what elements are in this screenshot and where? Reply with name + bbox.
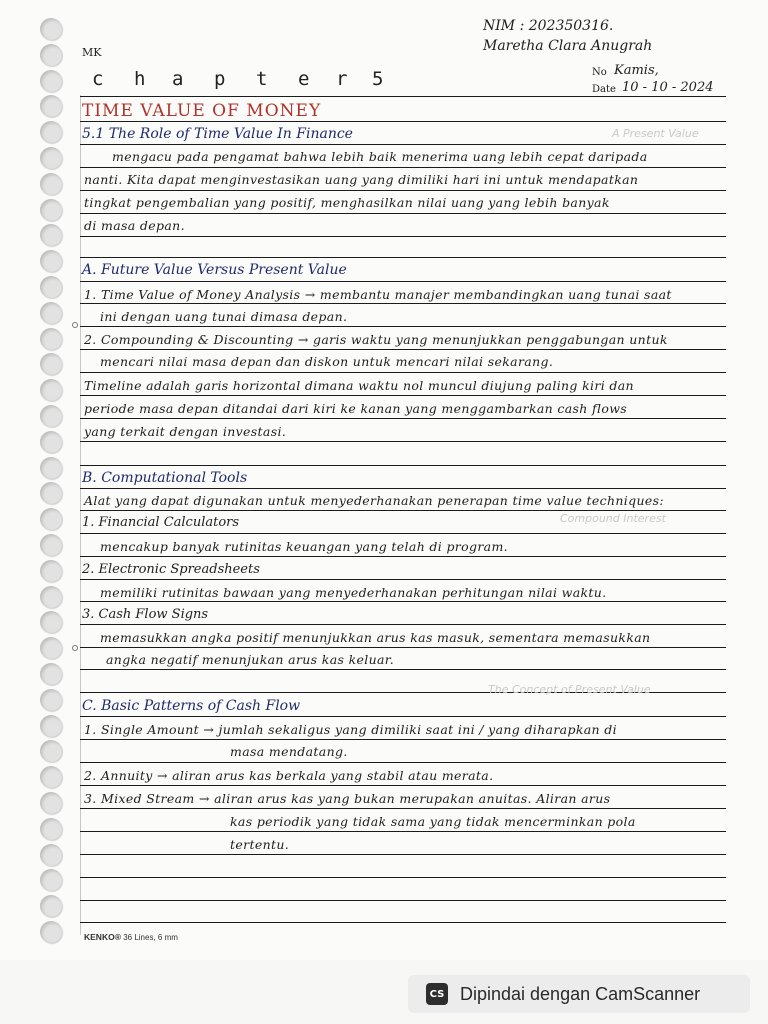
ruled-line <box>80 121 726 122</box>
binding-ring <box>40 250 62 272</box>
bleed-through-text: A Present Value <box>612 127 699 140</box>
brand-name: KENKO® <box>84 932 121 942</box>
student-id: NIM : 202350316. <box>483 18 614 34</box>
date-label: Date <box>592 84 616 95</box>
no-label: No <box>592 67 607 78</box>
ruled-line <box>80 190 726 191</box>
ruled-line <box>80 922 726 923</box>
list-item: 3. Mixed Stream → aliran arus kas yang bukan merupakan anuitas. Aliran arus <box>84 791 611 806</box>
ruled-line <box>80 579 726 580</box>
ruled-line <box>80 533 726 534</box>
binding-ring <box>40 70 62 92</box>
binding-ring <box>40 844 62 866</box>
binding-ring <box>40 508 62 530</box>
margin-line <box>80 95 81 935</box>
binding-ring <box>40 611 62 633</box>
list-item-text: mencakup banyak rutinitas keuangan yang telah di program. <box>100 539 508 554</box>
ruled-line <box>80 739 726 740</box>
margin-dot <box>72 322 78 328</box>
ruled-line <box>80 236 726 237</box>
ruled-line <box>80 808 726 809</box>
camscanner-text: Dipindai dengan CamScanner <box>460 983 701 1004</box>
list-item: 2. Compounding & Discounting → garis waktu yang menunjukkan penggabungan untuk <box>84 332 668 347</box>
list-item-continued: tertentu. <box>230 837 290 852</box>
camscanner-watermark <box>408 975 750 1013</box>
ruled-line <box>80 877 726 878</box>
ruled-line <box>80 372 726 373</box>
chapter-letter: c <box>92 68 106 90</box>
paragraph-line: di masa depan. <box>84 218 185 233</box>
ruled-line <box>80 624 726 625</box>
binding-ring <box>40 637 62 659</box>
ruled-line <box>80 418 726 419</box>
ruled-line <box>80 257 726 258</box>
binding-ring <box>40 560 62 582</box>
ruled-line <box>80 785 726 786</box>
binding-ring <box>40 663 62 685</box>
camscanner-logo-icon: CS <box>426 983 448 1005</box>
spiral-binding <box>40 18 66 948</box>
list-item-continued: ini dengan uang tunai dimasa depan. <box>100 309 348 324</box>
list-item-text: memiliki rutinitas bawaan yang menyederhanakan perhitungan nilai waktu. <box>100 585 607 600</box>
binding-ring <box>40 44 62 66</box>
chapter-letter: e <box>298 68 312 90</box>
ruled-line <box>80 831 726 832</box>
ruled-line <box>80 303 726 304</box>
student-name: Maretha Clara Anugrah <box>483 38 653 54</box>
chapter-letter: t <box>256 68 270 90</box>
binding-ring <box>40 18 62 40</box>
binding-ring <box>40 199 62 221</box>
ruled-line <box>80 716 726 717</box>
brand-spec: 36 Lines, 6 mm <box>123 933 178 942</box>
paragraph-line: Timeline adalah garis horizontal dimana waktu nol muncul diujung paling kiri dan <box>84 378 634 393</box>
binding-ring <box>40 173 62 195</box>
ruled-line <box>80 213 726 214</box>
bleed-through-text: Compound Interest <box>560 512 666 525</box>
binding-ring <box>40 353 62 375</box>
binding-ring <box>40 302 62 324</box>
notebook-brand <box>84 932 178 942</box>
ruled-line <box>80 96 726 97</box>
binding-ring <box>40 224 62 246</box>
ruled-line <box>80 326 726 327</box>
binding-ring <box>40 482 62 504</box>
binding-ring <box>40 689 62 711</box>
ruled-line <box>80 556 726 557</box>
section-a-heading: A. Future Value Versus Present Value <box>82 262 347 278</box>
ruled-line <box>80 395 726 396</box>
ruled-line <box>80 900 726 901</box>
binding-ring <box>40 431 62 453</box>
ruled-line <box>80 441 726 442</box>
binding-ring <box>40 276 62 298</box>
list-item-continued: masa mendatang. <box>230 744 348 759</box>
bleed-through-text: The Concept of Present Value <box>488 683 651 696</box>
paragraph-line: tingkat pengembalian yang positif, menghasilkan nilai uang yang lebih banyak <box>84 195 610 210</box>
binding-ring <box>40 792 62 814</box>
section-c-heading: C. Basic Patterns of Cash Flow <box>82 698 301 714</box>
ruled-line <box>80 144 726 145</box>
paragraph-line: Alat yang dapat digunakan untuk menyederhanakan penerapan time value techniques: <box>84 493 664 508</box>
ruled-line <box>80 647 726 648</box>
list-item-text: memasukkan angka positif menunjukkan arus kas masuk, sementara memasukkan <box>100 630 651 645</box>
list-item: 1. Time Value of Money Analysis → membantu manajer membandingkan uang tunai saat <box>84 287 672 302</box>
no-value: Kamis, <box>614 63 659 78</box>
ruled-line <box>80 488 726 489</box>
ruled-line <box>80 167 726 168</box>
binding-ring <box>40 715 62 737</box>
paragraph-line: nanti. Kita dapat menginvestasikan uang yang dimiliki hari ini untuk mendapatkan <box>84 172 639 187</box>
list-item-continued: kas periodik yang tidak sama yang tidak mencerminkan pola <box>230 814 636 829</box>
binding-ring <box>40 740 62 762</box>
paragraph-line: mengacu pada pengamat bahwa lebih baik menerima uang lebih cepat daripada <box>112 149 648 164</box>
binding-ring <box>40 121 62 143</box>
binding-ring <box>40 405 62 427</box>
list-item-continued: mencari nilai masa depan dan diskon untuk mencari nilai sekarang. <box>100 354 554 369</box>
binding-ring <box>40 818 62 840</box>
binding-ring <box>40 921 62 943</box>
section-5-1-heading: 5.1 The Role of Time Value In Finance <box>82 126 353 142</box>
chapter-letter: h <box>134 68 148 90</box>
ruled-line <box>80 854 726 855</box>
list-item-text: angka negatif menunjukan arus kas keluar. <box>106 652 395 667</box>
section-b-heading: B. Computational Tools <box>82 470 248 486</box>
paragraph-line: periode masa depan ditandai dari kiri ke kanan yang menggambarkan cash flows <box>84 401 628 416</box>
ruled-line <box>80 510 726 511</box>
chapter-letter: 5 <box>372 68 386 90</box>
ruled-line <box>80 669 726 670</box>
binding-ring <box>40 534 62 556</box>
chapter-letter: p <box>214 68 228 90</box>
binding-ring <box>40 586 62 608</box>
binding-ring <box>40 147 62 169</box>
binding-ring <box>40 95 62 117</box>
date-value: 10 - 10 - 2024 <box>622 80 714 95</box>
list-item-title: 3. Cash Flow Signs <box>82 607 209 622</box>
list-item-title: 1. Financial Calculators <box>82 515 240 530</box>
binding-ring <box>40 379 62 401</box>
ruled-line <box>80 762 726 763</box>
list-item: 1. Single Amount → jumlah sekaligus yang dimiliki saat ini / yang diharapkan di <box>84 722 617 737</box>
list-item: 2. Annuity → aliran arus kas berkala yang stabil atau merata. <box>84 768 494 783</box>
course-code: MK <box>82 46 102 59</box>
ruled-line <box>80 349 726 350</box>
ruled-line <box>80 601 726 602</box>
chapter-letter: a <box>172 68 186 90</box>
list-item-title: 2. Electronic Spreadsheets <box>82 562 260 577</box>
ruled-line <box>80 465 726 466</box>
binding-ring <box>40 328 62 350</box>
binding-ring <box>40 766 62 788</box>
ruled-line <box>80 281 726 282</box>
binding-ring <box>40 895 62 917</box>
binding-ring <box>40 869 62 891</box>
binding-ring <box>40 457 62 479</box>
paragraph-line: yang terkait dengan investasi. <box>84 424 287 439</box>
page-title: TIME VALUE OF MONEY <box>82 101 322 121</box>
margin-dot <box>72 645 78 651</box>
chapter-letter: r <box>336 68 350 90</box>
